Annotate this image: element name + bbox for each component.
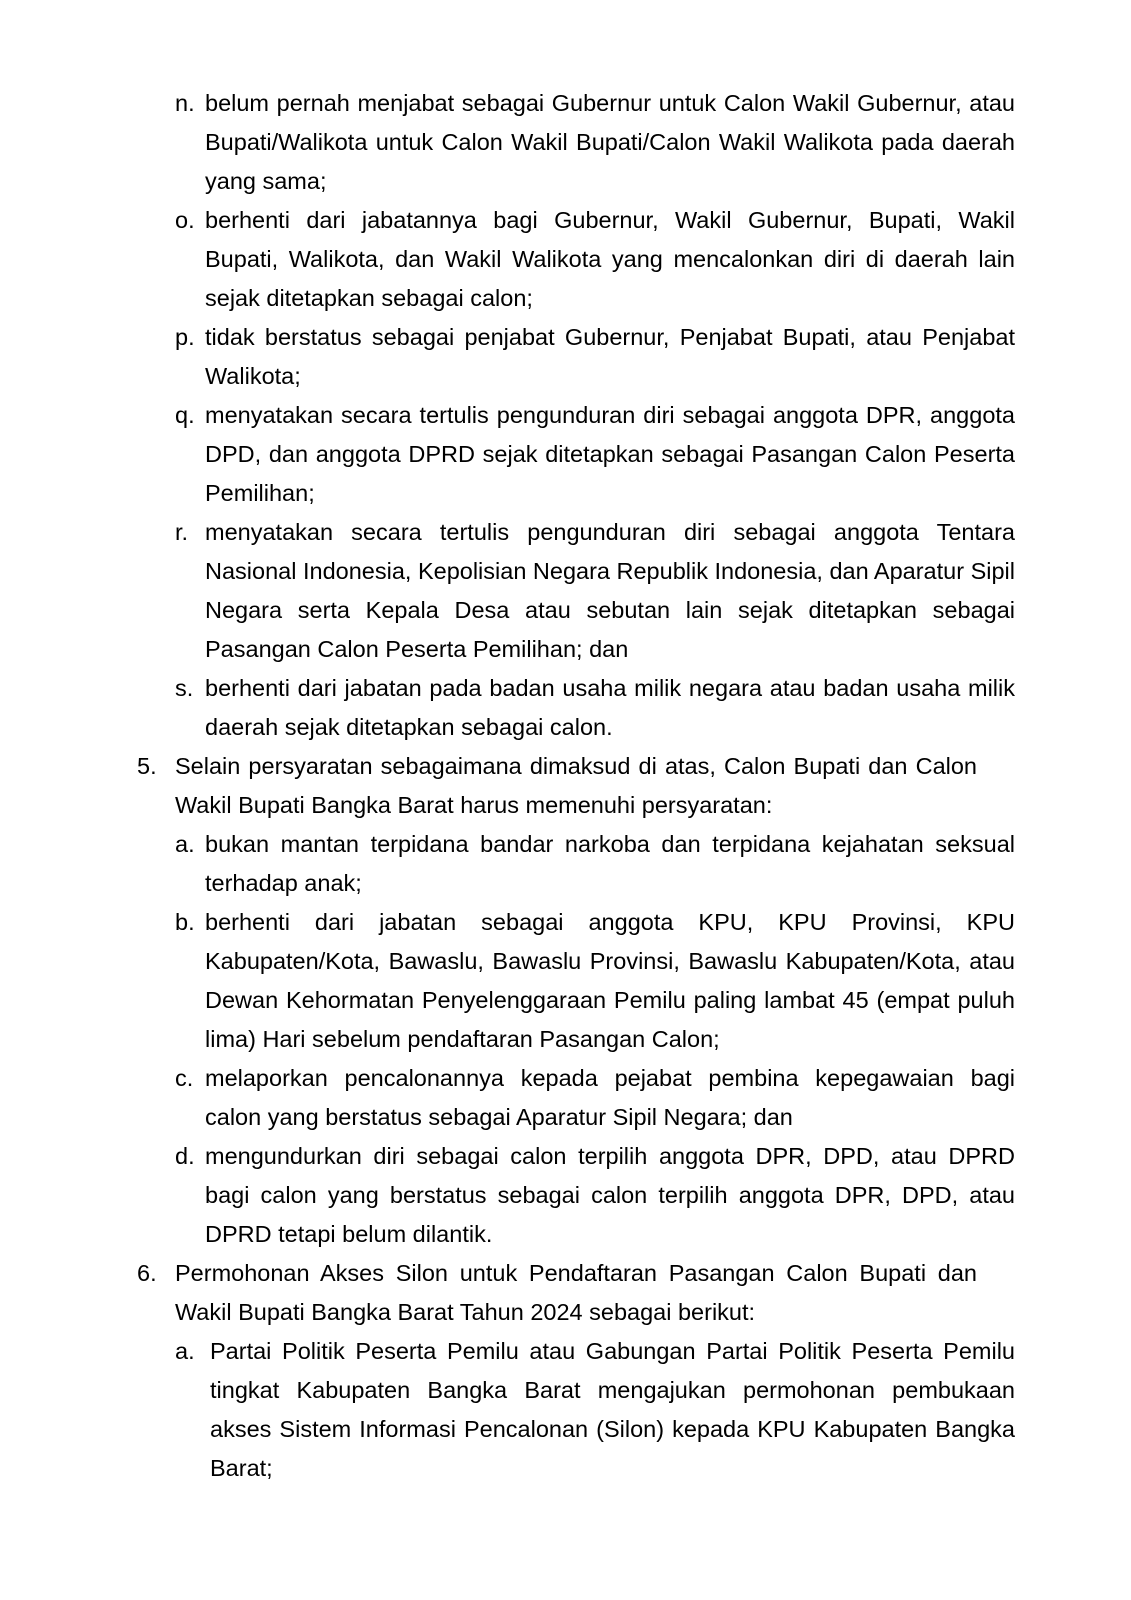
document-body: [137, 84, 1015, 1488]
list-item-marker: a.: [175, 1338, 195, 1364]
list-item: [137, 669, 1015, 747]
list-item-marker: r.: [175, 519, 189, 545]
list-item-marker: p.: [175, 324, 195, 350]
list-item-text: Selain persyaratan sebagaimana dimaksud di atas, Calon Bupati dan Calon Wakil Bupati Bangka Barat harus memenuhi persyaratan:: [175, 753, 977, 818]
list-item: [137, 201, 1015, 318]
list-item-text: menyatakan secara tertulis pengunduran diri sebagai anggota Tentara Nasional Indonesia, Kepolisian Negara Republik Indonesia, dan Aparatur Sipil Negara serta Kepala Desa atau sebutan lain sejak ditetapkan sebagai Pasangan Calon Peserta Pemilihan; dan: [205, 519, 1015, 662]
list-item-text: berhenti dari jabatannya bagi Gubernur, Wakil Gubernur, Bupati, Wakil Bupati, Walikota, dan Wakil Walikota yang mencalonkan diri di daerah lain sejak ditetapkan sebagai calon;: [205, 207, 1015, 311]
list-item: [137, 513, 1015, 669]
list-item-marker: o.: [175, 207, 195, 233]
list-item-text: belum pernah menjabat sebagai Gubernur untuk Calon Wakil Gubernur, atau Bupati/Walikota untuk Calon Wakil Bupati/Calon Wakil Walikota pada daerah yang sama;: [205, 90, 1015, 194]
list-item-text: mengundurkan diri sebagai calon terpilih anggota DPR, DPD, atau DPRD bagi calon yang berstatus sebagai calon terpilih anggota DPR, DPD, atau DPRD tetapi belum dilantik.: [205, 1143, 1015, 1247]
list-item-marker: n.: [175, 90, 195, 116]
list-item-marker: d.: [175, 1143, 195, 1169]
list-item-text: Permohonan Akses Silon untuk Pendaftaran Pasangan Calon Bupati dan Wakil Bupati Bangka Barat Tahun 2024 sebagai berikut:: [175, 1260, 977, 1325]
list-item-text: melaporkan pencalonannya kepada pejabat pembina kepegawaian bagi calon yang berstatus sebagai Aparatur Sipil Negara; dan: [205, 1065, 1015, 1130]
list-item-text: bukan mantan terpidana bandar narkoba dan terpidana kejahatan seksual terhadap anak;: [205, 831, 1015, 896]
list-item: [137, 1137, 1015, 1254]
list-item-marker: c.: [175, 1065, 194, 1091]
list-item: [137, 396, 1015, 513]
list-item-text: menyatakan secara tertulis pengunduran diri sebagai anggota DPR, anggota DPD, dan anggota DPRD sejak ditetapkan sebagai Pasangan Calon Peserta Pemilihan;: [205, 402, 1015, 506]
list-item-text: berhenti dari jabatan sebagai anggota KPU, KPU Provinsi, KPU Kabupaten/Kota, Bawaslu, Bawaslu Provinsi, Bawaslu Kabupaten/Kota, atau Dewan Kehormatan Penyelenggaraan Pemilu paling lambat 45 (empat puluh lima) Hari sebelum pendaftaran Pasangan Calon;: [205, 909, 1015, 1052]
list-item-text: tidak berstatus sebagai penjabat Gubernur, Penjabat Bupati, atau Penjabat Walikota;: [205, 324, 1015, 389]
list-item-text: berhenti dari jabatan pada badan usaha milik negara atau badan usaha milik daerah sejak ditetapkan sebagai calon.: [205, 675, 1015, 740]
list-item-marker: 6.: [137, 1260, 157, 1286]
list-item: [137, 318, 1015, 396]
list-item: [137, 84, 1015, 201]
list-item-marker: 5.: [137, 753, 157, 779]
list-item: [137, 903, 1015, 1059]
list-item-marker: s.: [175, 675, 194, 701]
list-item-marker: b.: [175, 909, 195, 935]
list-item-marker: q.: [175, 402, 195, 428]
list-item: [137, 1059, 1015, 1137]
list-item-text: Partai Politik Peserta Pemilu atau Gabungan Partai Politik Peserta Pemilu tingkat Kabupaten Bangka Barat mengajukan permohonan pembukaan akses Sistem Informasi Pencalonan (Silon) kepada KPU Kabupaten Bangka Barat;: [210, 1338, 1015, 1481]
list-item: [137, 747, 977, 825]
list-item: [137, 825, 1015, 903]
list-item: [137, 1254, 977, 1332]
list-item: [137, 1332, 1015, 1488]
list-item-marker: a.: [175, 831, 195, 857]
